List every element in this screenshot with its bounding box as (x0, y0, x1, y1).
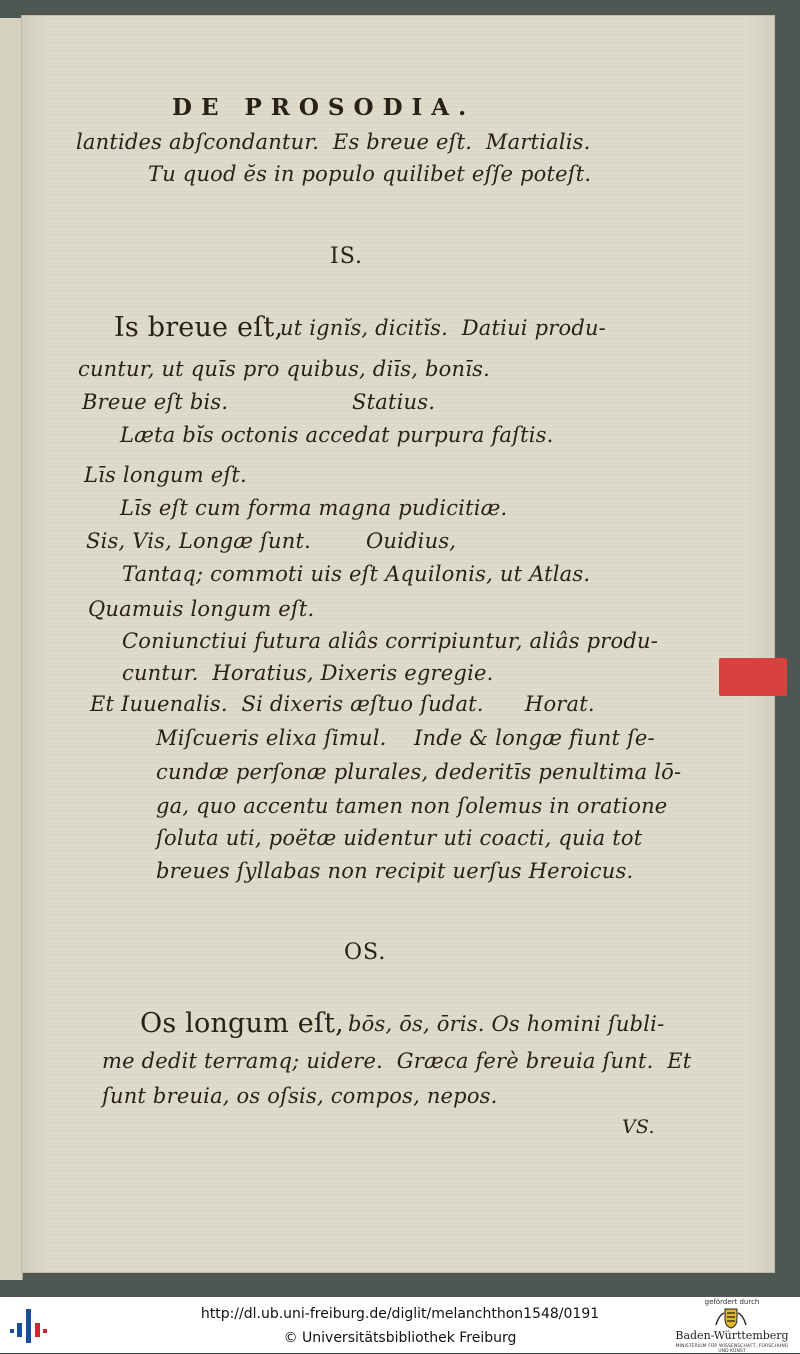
section-heading-os: OS. (344, 940, 387, 965)
text-line-10: Tantaq; commoti uis eſt Aquilonis, ut Atlas. (122, 562, 591, 586)
text-line-2: Tu quod ĕs in populo quilibet eſſe poteſt. (148, 162, 592, 186)
sponsor-name: Baden-Württemberg (675, 1329, 789, 1342)
text-line-17: ga, quo accentu tamen non ſolemus in oratione (156, 794, 668, 818)
sponsor-logo (670, 1298, 794, 1352)
text-line-12: Coniunctiui futura aliâs corripiuntur, aliâs produ- (122, 629, 659, 653)
text-line-20-lemma: Os longum eſt, (140, 1008, 344, 1039)
text-line-22: ſunt breuia, os oſsis, compos, nepos. (102, 1084, 498, 1108)
text-line-15: Miſcueris elixa ſimul. Inde & longæ fiunt ſe- (156, 726, 655, 750)
book-page (22, 16, 774, 1272)
sponsor-label: gefördert durch (704, 1298, 760, 1306)
text-line-13: cuntur. Horatius, Dixeris egregie. (122, 661, 494, 685)
text-line-14: Et Iuuenalis. Si dixeris æſtuo ſudat. Horat. (90, 692, 595, 716)
running-header: DE PROSODIA. (172, 94, 476, 121)
text-line-9: Sis, Vis, Longæ ſunt. Ouidius, (86, 529, 457, 553)
text-line-8: Līs eſt cum forma magna pudicitiæ. (120, 496, 508, 520)
viewer-footer (0, 1297, 800, 1353)
catchword: VS. (622, 1116, 655, 1138)
previous-page-edge (0, 18, 23, 1280)
text-line-18: ſoluta uti, poëtæ uidentur uti coacti, quia tot (156, 826, 643, 850)
copyright-notice: © Universitätsbibliothek Freiburg (283, 1330, 517, 1346)
red-bookmark-tab (719, 658, 787, 696)
text-line-6: Læta bĭs octonis accedat purpura faſtis. (120, 423, 554, 447)
permalink-url[interactable]: http://dl.ub.uni-freiburg.de/diglit/melanchthon1548/0191 (200, 1306, 600, 1322)
text-line-5: Breue eſt bis. Statius. (82, 390, 436, 414)
text-line-4: cuntur, ut quīs pro quibus, diīs, bonīs. (78, 357, 490, 381)
text-line-11: Quamuis longum eſt. (88, 597, 315, 621)
text-line-7: Līs longum eſt. (84, 463, 247, 487)
coat-of-arms-icon (714, 1307, 748, 1329)
sponsor-ministry: MINISTERIUM FÜR WISSENSCHAFT, FORSCHUNG UND KUNST (675, 1344, 789, 1354)
text-line-19: breues ſyllabas non recipit uerſus Heroicus. (156, 859, 634, 883)
text-line-3: ut ignĭs, dicitĭs. Datiui produ- (280, 316, 606, 340)
section-heading-is: IS. (330, 244, 363, 269)
text-line-16: cundæ perſonæ plurales, dederitīs penultima lō- (156, 760, 682, 784)
text-line-1: lantides abſcondantur. Es breue eſt. Martialis. (76, 130, 591, 154)
text-line-20: bōs, ōs, ōris. Os homini ſubli- (348, 1012, 665, 1036)
text-line-21: me dedit terramq; uidere. Græca ferè breuia ſunt. Et (102, 1049, 692, 1073)
text-line-3-lemma: Is breue eſt, (114, 312, 284, 343)
